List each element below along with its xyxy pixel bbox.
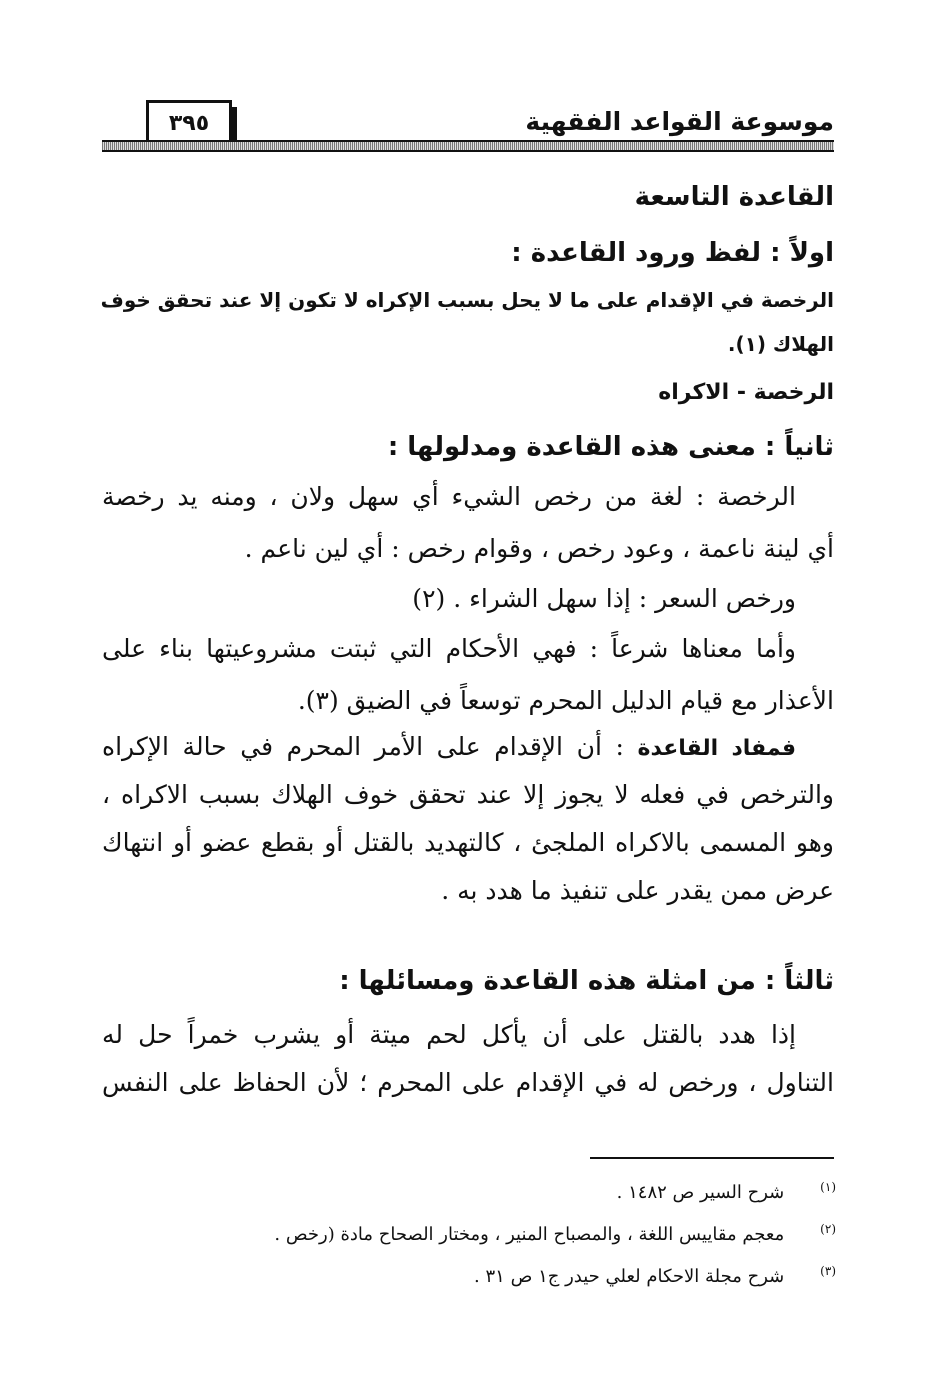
header-rule — [102, 140, 834, 152]
keywords: الرخصة - الاكراه — [658, 380, 834, 405]
footnote-1-text: شرح السير ص ١٤٨٢ . — [616, 1182, 785, 1203]
p1-line2: أي لينة ناعمة ، وعود رخص ، وقوام رخص : أي لين ناعم . — [244, 534, 834, 563]
footnote-rule — [590, 1157, 834, 1159]
rule-text-line1: الرخصة في الإقدام على ما لا يحل بسبب الإكراه لا تكون إلا عند تحقق خوف — [100, 288, 834, 312]
footnote-3-mark: (٣) — [820, 1264, 836, 1278]
footnote-1-mark: (١) — [820, 1180, 836, 1194]
p4-label: فمفاد القاعدة — [637, 736, 796, 761]
book-title: موسوعة القواعد الفقهية — [525, 107, 834, 136]
p4-line1 — [102, 732, 796, 761]
section1-heading: اولاً : لفظ ورود القاعدة : — [511, 238, 834, 268]
p3-line2: الأعذار مع قيام الدليل المحرم توسعاً في الضيق (٣). — [297, 686, 834, 715]
p4-line2: والترخص في فعله لا يجوز إلا عند تحقق خوف الهلاك بسبب الاكراه ، — [102, 780, 834, 809]
footnote-2 — [274, 1222, 836, 1245]
p4-line1-rest: : أن الإقدام على الأمر المحرم في حالة الإكراه — [102, 732, 638, 761]
p3-line1: وأما معناها شرعاً : فهي الأحكام التي ثبتت مشروعيتها بناء على — [102, 634, 796, 663]
p4-line4: عرض ممن يقدر على تنفيذ ما هدد به . — [441, 876, 834, 905]
section3-heading: ثالثاً : من امثلة هذه القاعدة ومسائلها : — [339, 966, 834, 996]
p5-line2: التناول ، ورخص له في الإقدام على المحرم ؛ لأن الحفاظ على النفس — [102, 1068, 834, 1097]
p5-line1: إذا هدد بالقتل على أن يأكل لحم ميتة أو يشرب خمراً حل له — [102, 1020, 796, 1049]
footnote-3 — [474, 1264, 836, 1287]
footnote-2-mark: (٢) — [820, 1222, 836, 1236]
rule-title: القاعدة التاسعة — [634, 182, 834, 212]
rule-text-line2: الهلاك (١). — [727, 332, 834, 356]
p1-line1: الرخصة : لغة من رخص الشيء أي سهل ولان ، ومنه يد رخصة — [102, 482, 796, 511]
p4-line3: وهو المسمى بالاكراه الملجئ ، كالتهديد بالقتل أو بقطع عضو أو انتهاك — [102, 828, 834, 857]
footnote-1 — [617, 1180, 836, 1203]
footnote-3-text: شرح مجلة الاحكام لعلي حيدر ج١ ص ٣١ . — [474, 1266, 785, 1287]
page-number: ٣٩٥ — [168, 111, 210, 136]
footnote-2-text: معجم مقاييس اللغة ، والمصباح المنير ، ومختار الصحاح مادة (رخص . — [274, 1224, 785, 1245]
section2-heading: ثانياً : معنى هذه القاعدة ومدلولها : — [387, 432, 834, 462]
p2-line1: ورخص السعر : إذا سهل الشراء . (٢) — [412, 584, 796, 613]
